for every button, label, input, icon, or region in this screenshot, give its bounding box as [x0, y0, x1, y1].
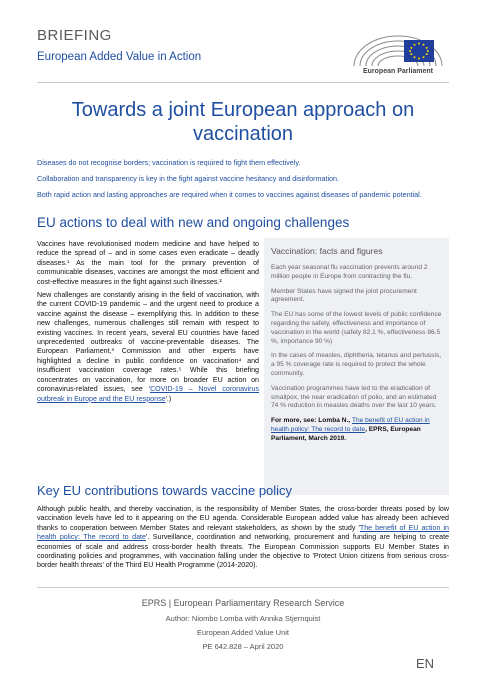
- box-more-reference: [271, 417, 442, 443]
- box-fact: Each year seasonal flu vaccination prevents around 2 million people in Europe from contracting the flu.: [271, 264, 428, 280]
- paragraph-2-text: New challenges are constantly arising in the field of vaccination, with the current COVID-19 pandemic – and the urgent need to produce a vaccine against the disease – exemplifying this. In addition to these new challenges, numerous challenges still remain with respect to existing vaccines. In recent years, several EU countries have faced unprecedented outbreaks of vaccine-preventable diseases. The European Parliament,³ Commission and other experts have highlighted a decline in public confidence on vaccination⁴ and insufficient vaccination coverage rates.⁵ While this briefing concentrates on vaccination, for more on broader EU action on coronavirus-related issues, see ': [37, 291, 259, 394]
- page-title: Towards a joint European approach on vaccination: [71, 99, 415, 145]
- more-prefix: For more, see: Lomba N.,: [271, 417, 352, 425]
- logo-caption: European Parliament: [362, 68, 434, 75]
- footer-author: Author: Niombo Lomba with Annika Stjernquist: [165, 614, 321, 623]
- intro-line-2: Collaboration and transparency is key in the fight against vaccine hesitancy and disinformation.: [37, 174, 340, 183]
- intro-line-3: Both rapid action and lasting approaches are required when it comes to vaccines against diseases of pandemic potential.: [37, 190, 422, 199]
- briefing-label: BRIEFING: [37, 27, 112, 44]
- facts-and-figures-box: [264, 238, 449, 495]
- header-divider: [37, 82, 449, 83]
- footer-divider: [37, 587, 449, 588]
- footer-service: EPRS | European Parliamentary Research Service: [141, 598, 345, 608]
- section-heading-key-contributions: Key EU contributions towards vaccine policy: [37, 483, 293, 498]
- section-heading-eu-actions: EU actions to deal with new and ongoing challenges: [37, 215, 350, 230]
- record-to-date-link[interactable]: The benefit of EU action in health policy: The record to date: [37, 523, 449, 542]
- box-title: Vaccination: facts and figures: [271, 246, 383, 256]
- language-code: EN: [416, 656, 435, 671]
- box-fact: In the cases of measles, diphtheria, tetanus and pertussis, a 95 % coverage rate is required to protect the whole community.: [271, 352, 442, 377]
- health-policy-study-link[interactable]: The benefit of EU action in health policy: The record to date: [271, 417, 430, 433]
- covid-briefing-link[interactable]: COVID-19 – Novel coronavirus outbreak in Europe and the EU response: [37, 385, 259, 403]
- more-suffix: , EPRS, European Parliament, March 2019.: [271, 425, 421, 442]
- series-subtitle: European Added Value in Action: [37, 51, 202, 63]
- paragraph-1: Vaccines have revolutionised modern medicine and have helped to reduce the spread of – and in some cases even eradicate – deadly diseases.¹ As the main tool for the primary prevention of communicable diseases, vaccines are amongst the most efficient and cost-effective measures in the fight against such illnesses.²: [37, 240, 259, 286]
- footer-unit: European Added Value Unit: [196, 628, 289, 637]
- intro-line-1: Diseases do not recognise borders; vaccination is required to fight them effectively.: [37, 158, 301, 167]
- footer-reference: PE 642.828 – April 2020: [202, 642, 284, 651]
- section-2-text-before: Although public health, and thereby vaccination, is the responsibility of Member States, the cross-border threats posed by low vaccination levels have led to it appearing on the EU agenda. Considerable European added value has already been achieved thanks to cooperation between Member States and relevant stakeholders, as shown by the study ': [37, 505, 449, 532]
- box-fact: Vaccination programmes have led to the eradication of smallpox, the near eradication of polio, and an estimated 74 % reduction in measles deaths over the last 10 years.: [271, 384, 437, 410]
- paragraph-2: [37, 291, 259, 404]
- section-2-body: [37, 505, 449, 571]
- section-1-body: [37, 240, 259, 408]
- box-fact: The EU has some of the lowest levels of public confidence regarding the safety, effectiveness and importance of vaccination in the world (safety 82.1 %, effectiveness 86.5 %, importance 90 %): [271, 311, 442, 345]
- paragraph-2-end: '.): [165, 394, 172, 403]
- box-fact: Member States have signed the joint procurement agreement.: [271, 287, 417, 304]
- section-2-text-after: '. Surveillance, coordination and networking, procurement and funding are helping to create economies of scale and address cross-border health threats. The European Commission supports EU Member States in coordinating policies and programmes, with vaccination falling under the objective to 'Protect Union citizens from serious cross-border health threats' of the Third EU Health Programme (2014-2020).: [37, 533, 449, 570]
